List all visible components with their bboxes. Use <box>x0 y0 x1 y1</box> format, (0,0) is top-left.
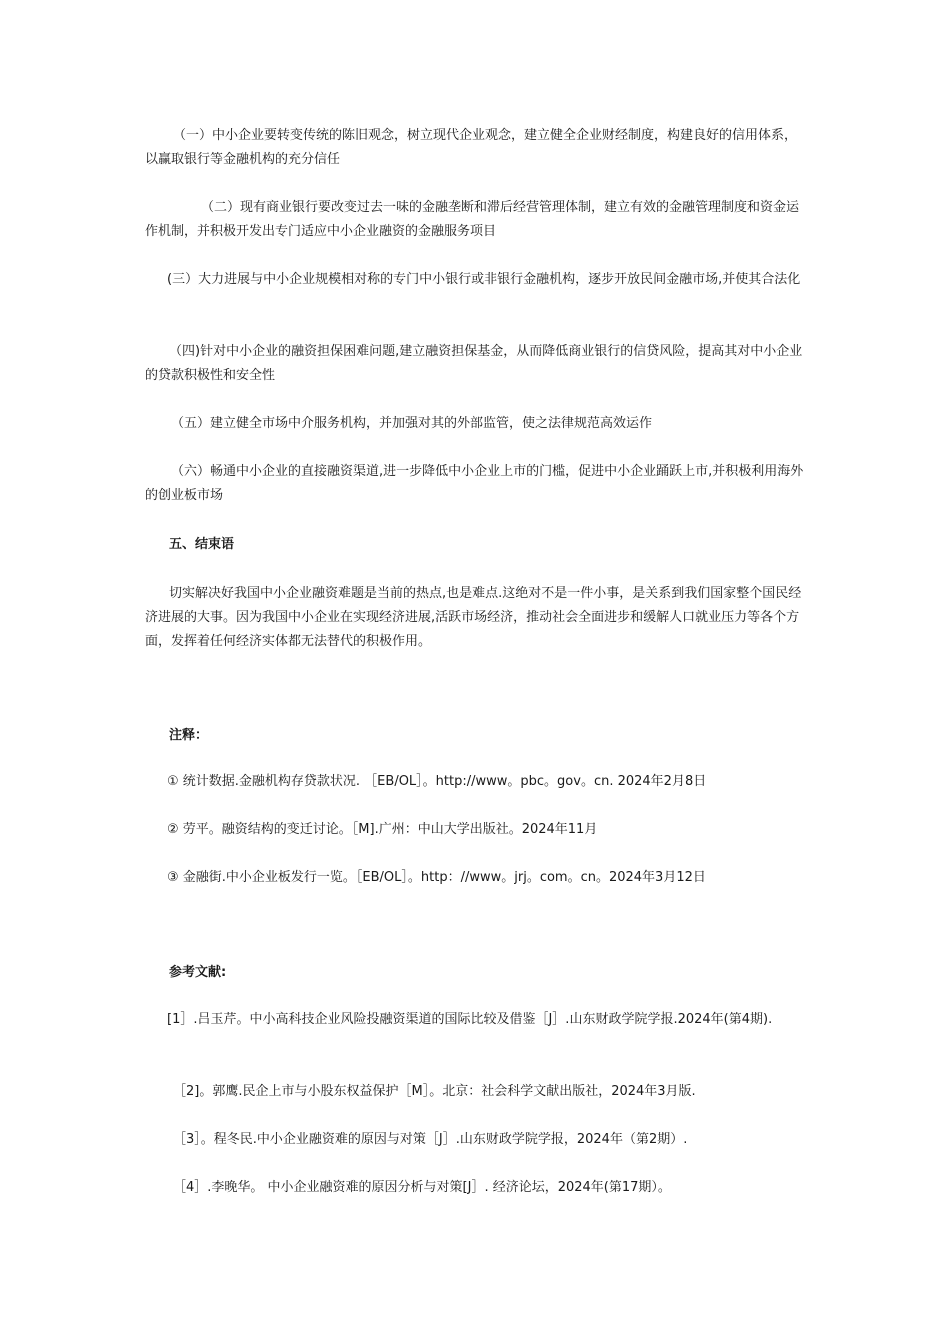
note-item-2: ② 劳平。融资结构的变迁讨论。［M].广州：中山大学出版社。2024年11月 <box>167 822 598 837</box>
measure-paragraph-6: （六）畅通中小企业的直接融资渠道,进一步降低中小企业上市的门槛，促进中小企业踊跃上市,并积极利用海外的创业板市场 <box>145 464 804 503</box>
measure-paragraph-3: (三）大力进展与中小企业规模相对称的专门中小银行或非银行金融机构，逐步开放民间金融市场,并使其合法化 <box>167 272 801 287</box>
note-item-1: ① 统计数据.金融机构存贷款状况. ［EB/OL］。http://www。pbc。gov。cn. 2024年2月8日 <box>167 774 707 789</box>
conclusion-paragraph: 切实解决好我国中小企业融资难题是当前的热点,也是难点.这绝对不是一件小事，是关系到我们国家整个国民经济进展的大事。因为我国中小企业在实现经济进展,活跃市场经济，推动社会全面进步和缓解人口就业压力等各个方面，发挥着任何经济实体都无法替代的积极作用。 <box>145 586 802 649</box>
references-heading: 参考文献: <box>169 965 227 980</box>
reference-item-1: [1］.吕玉芹。中小高科技企业风险投融资渠道的国际比较及借鉴［J］.山东财政学院学报.2024年(第4期). <box>167 1012 773 1027</box>
note-item-3: ③ 金融街.中小企业板发行一览。［EB/OL］。http：//www。jrj。com。cn。2024年3月12日 <box>167 870 706 885</box>
reference-item-3: ［3］。程冬民.中小企业融资难的原因与对策［J］.山东财政学院学报，2024年（第2期）. <box>173 1132 688 1147</box>
conclusion-heading: 五、结束语 <box>169 537 235 552</box>
measure-paragraph-1: （一）中小企业要转变传统的陈旧观念，树立现代企业观念，建立健全企业财经制度，构建良好的信用体系，以赢取银行等金融机构的充分信任 <box>145 128 798 167</box>
measure-paragraph-5: （五）建立健全市场中介服务机构，并加强对其的外部监管，使之法律规范高效运作 <box>171 416 653 431</box>
measure-paragraph-4: （四)针对中小企业的融资担保困难问题,建立融资担保基金，从而降低商业银行的信贷风险，提高其对中小企业的贷款积极性和安全性 <box>145 344 803 383</box>
reference-item-2: ［2]。郭鹰.民企上市与小股东权益保护［M］。北京：社会科学文献出版社，2024年3月版. <box>173 1084 696 1099</box>
notes-heading: 注释： <box>169 728 209 743</box>
measure-paragraph-2: （二）现有商业银行要改变过去一味的金融垄断和滞后经营管理体制，建立有效的金融管理制度和资金运作机制，并积极开发出专门适应中小企业融资的金融服务项目 <box>145 200 800 239</box>
reference-item-4: ［4］.李晚华。 中小企业融资难的原因分析与对策[J］. 经济论坛，2024年(第17期）。 <box>173 1180 671 1195</box>
